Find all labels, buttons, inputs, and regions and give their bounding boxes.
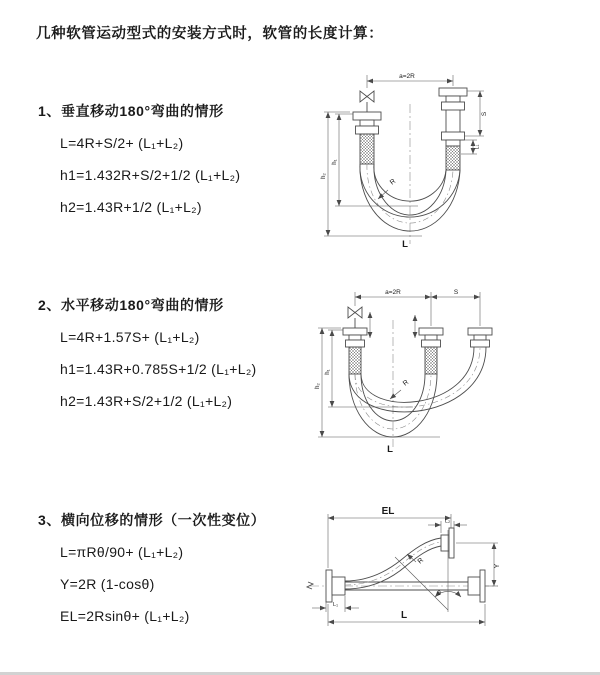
- hose-curves: [345, 538, 441, 589]
- middle-pipe-fitting: [419, 328, 443, 374]
- dim-label-theta: θ: [437, 590, 441, 597]
- section-2-formula-L: L=4R+1.57S+ (L₁+L₂): [60, 329, 200, 345]
- hose-curves: [349, 347, 486, 437]
- dim-l1: [461, 140, 481, 154]
- dim-label-el: EL: [381, 506, 395, 517]
- section-1-formula-h2: h2=1.43R+1/2 (L₁+L₂): [60, 199, 202, 215]
- dim-a2r: [355, 289, 480, 326]
- dim-label-s: S: [453, 289, 459, 296]
- section-3-formula-Y: Y=2R (1-cosθ): [60, 576, 155, 592]
- dim-el: [328, 506, 451, 568]
- dim-s: [431, 289, 480, 297]
- section-3-formula-L: L=πRθ/90+ (L₁+L₂): [60, 544, 184, 560]
- dim-label-length: L: [402, 239, 408, 250]
- dim-label-h2: h₂: [315, 383, 321, 389]
- dim-label-h1: h₁: [325, 369, 331, 375]
- centerline-break-icon: [307, 582, 313, 589]
- section-1-heading: 1、垂直移动180°弯曲的情形: [38, 103, 224, 119]
- movement-arrows: [370, 312, 415, 338]
- dim-l2: [428, 519, 467, 534]
- dim-label-length: L: [400, 610, 408, 621]
- right-pipe-fitting: [468, 328, 492, 347]
- section-3-heading: 3、横向位移的情形（一次性变位）: [38, 512, 266, 528]
- dim-s: [465, 91, 488, 136]
- left-pipe-fitting: [353, 112, 381, 164]
- section-1: [38, 101, 240, 223]
- dim-a2r: [367, 73, 453, 88]
- left-flange: [326, 570, 345, 602]
- left-pipe-fitting: [343, 328, 367, 374]
- dim-label-length: L: [387, 444, 393, 455]
- dim-label-y: Y: [494, 563, 501, 569]
- dim-label-radius: R: [401, 378, 411, 388]
- dim-label-h2: h₂: [321, 173, 327, 179]
- dim-label-s: S: [481, 111, 488, 117]
- dim-l1: [312, 596, 359, 612]
- dim-label-h1: h₁: [332, 159, 338, 165]
- dim-label-radius: R: [416, 556, 426, 566]
- dim-label-a2r: a=2R: [399, 73, 415, 80]
- section-1-formula-h1: h1=1.432R+S/2+1/2 (L₁+L₂): [60, 167, 241, 183]
- dim-label-l2: L₂: [444, 518, 451, 525]
- right-pipe-fittings: [439, 88, 467, 170]
- section-1-formula-L: L=4R+S/2+ (L₁+L₂): [60, 135, 184, 151]
- page-title: 几种软管运动型式的安装方式时，软管的长度计算：: [36, 26, 384, 42]
- dim-radius: [407, 554, 425, 565]
- diagram-lateral-displacement: [298, 500, 600, 662]
- valve-icon: [348, 307, 362, 328]
- section-2-heading: 2、水平移动180°弯曲的情形: [38, 297, 224, 313]
- section-2-formula-h2: h2=1.43R+S/2+1/2 (L₁+L₂): [60, 393, 233, 409]
- section-3-formula-EL: EL=2Rsinθ+ (L₁+L₂): [60, 608, 190, 624]
- top-right-flange: [441, 528, 454, 558]
- section-2: [38, 295, 257, 417]
- section-3: [38, 510, 265, 632]
- dim-label-a2r: a=2R: [385, 289, 401, 296]
- diagram-vertical-180-bend: [310, 66, 590, 264]
- dim-h1: [325, 330, 413, 407]
- dim-length: [328, 604, 485, 626]
- dim-label-l1: L₁: [474, 144, 481, 150]
- dim-label-radius: R: [388, 177, 398, 187]
- dim-label-l1: L₁: [333, 602, 338, 608]
- valve-icon: [360, 91, 374, 112]
- diagram-horizontal-180-bend: [308, 282, 600, 462]
- section-2-formula-h1: h1=1.43R+0.785S+1/2 (L₁+L₂): [60, 361, 257, 377]
